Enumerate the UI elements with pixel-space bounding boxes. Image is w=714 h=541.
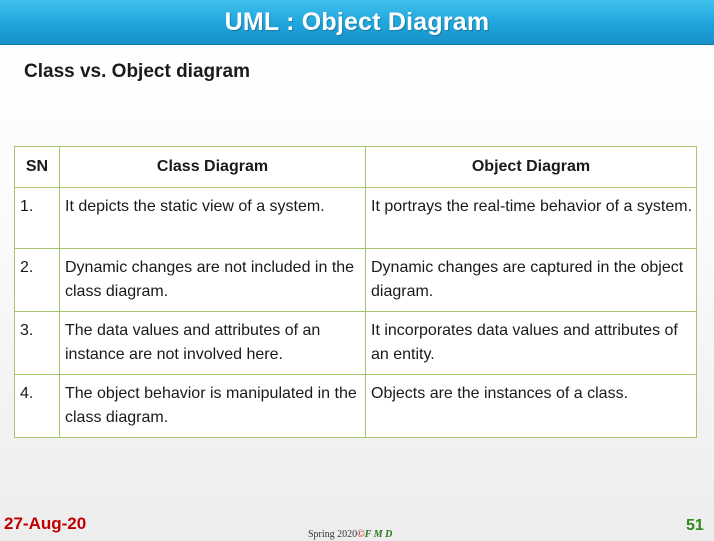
copyright-icon: © (357, 529, 365, 540)
header-class-diagram: Class Diagram (60, 147, 366, 188)
slide-subtitle: Class vs. Object diagram (24, 61, 250, 82)
class-diagram-cell: Dynamic changes are not included in the class diagram. (60, 249, 366, 312)
row-sn: 3. (15, 312, 60, 375)
object-diagram-cell: It portrays the real-time behavior of a system. (366, 188, 697, 249)
object-diagram-cell: It incorporates data values and attributes of an entity. (366, 312, 697, 375)
class-diagram-cell: It depicts the static view of a system. (60, 188, 366, 249)
row-sn: 1. (15, 188, 60, 249)
slide-title: UML : Object Diagram (224, 7, 490, 36)
row-sn: 4. (15, 375, 60, 438)
footer-credit (308, 529, 392, 540)
table-header-row (15, 147, 697, 188)
table-row (15, 312, 697, 375)
table-row (15, 375, 697, 438)
table-row (15, 188, 697, 249)
page-number: 51 (686, 517, 704, 534)
footer-date: 27-Aug-20 (4, 514, 87, 533)
row-sn: 2. (15, 249, 60, 312)
comparison-table (14, 146, 697, 438)
title-bar (0, 0, 714, 45)
class-diagram-cell: The data values and attributes of an instance are not involved here. (60, 312, 366, 375)
table-row (15, 249, 697, 312)
footer-author: F M D (364, 529, 393, 540)
footer-term: Spring 2020 (308, 529, 358, 540)
header-sn: SN (15, 147, 60, 188)
header-object-diagram: Object Diagram (366, 147, 697, 188)
object-diagram-cell: Dynamic changes are captured in the object diagram. (366, 249, 697, 312)
class-diagram-cell: The object behavior is manipulated in the class diagram. (60, 375, 366, 438)
object-diagram-cell: Objects are the instances of a class. (366, 375, 697, 438)
